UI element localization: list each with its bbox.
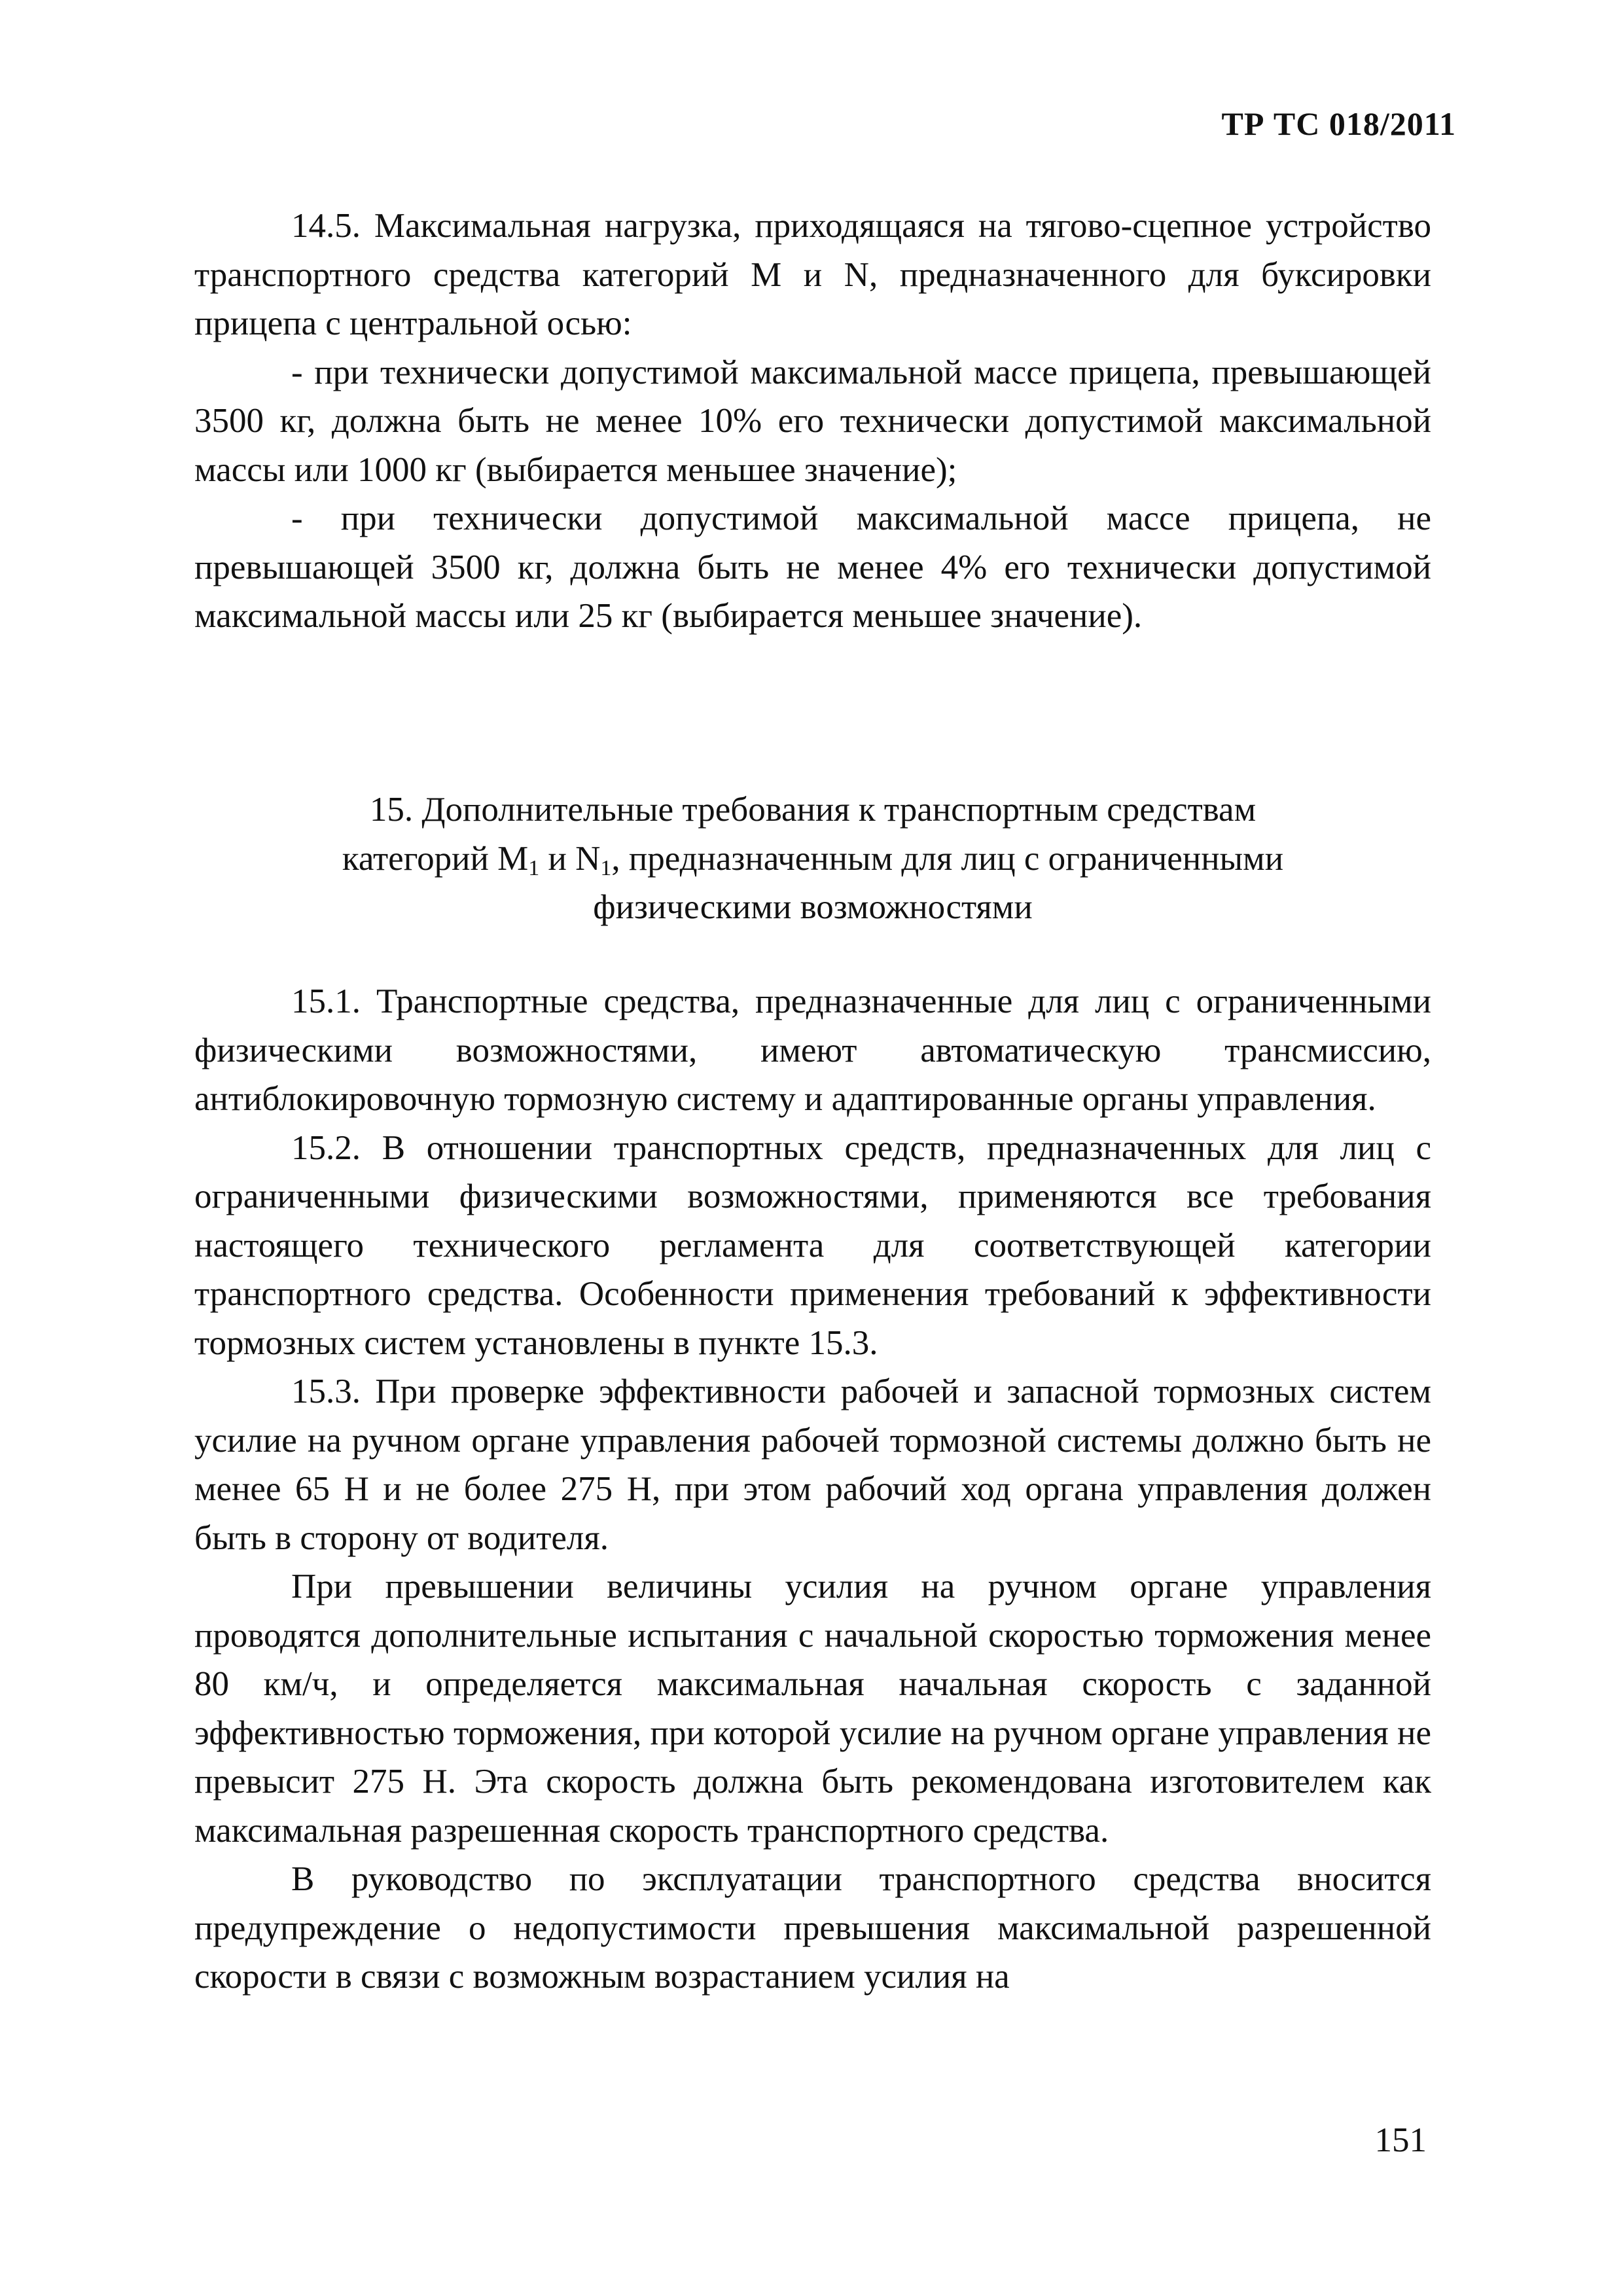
title-text-part: и N — [539, 839, 601, 878]
paragraph-14-5: 14.5. Максимальная нагрузка, приходящаяся на тягово-сцепное устройство транспортного средства категорий M и N, предназначенного для буксировки прицепа с центральной осью: — [194, 207, 1431, 342]
section-15-title-line1: 15. Дополнительные требования к транспортным средствам — [369, 791, 1257, 829]
paragraph-15-1: 15.1. Транспортные средства, предназначенные для лиц с ограниченными физическими возможностями, имеют автоматическую трансмиссию, антиблокировочную тормозную систему и адаптированные органы управления. — [194, 982, 1431, 1118]
title-text-part: , предназначенным для лиц с ограниченными — [611, 839, 1284, 878]
list-item-over-3500: - при технически допустимой максимальной массе прицепа, превышающей 3500 кг, должна быть не менее 10% его технически допустимой максимальной массы или 1000 кг (выбирается меньшее значение); — [194, 353, 1431, 489]
title-text-part: категорий M — [342, 839, 529, 878]
subscript-1: 1 — [528, 855, 540, 880]
section-15-title — [194, 785, 1431, 932]
paragraph-15-3-manual: В руководство по эксплуатации транспортного средства вносится предупреждение о недопустимости превышения максимальной разрешенной скорости в связи с возможным возрастанием усилия на — [194, 1860, 1431, 1996]
section-14-5-block — [194, 202, 1431, 641]
subscript-1: 1 — [600, 855, 612, 880]
paragraph-15-3-speed: При превышении величины усилия на ручном органе управления проводятся дополнительные испытания с начальной скоростью торможения менее 80 км/ч, и определяется максимальная начальная скорость с заданной эффективностью торможения, при которой усилие на ручном органе управления не превысит 275 Н. Эта скорость должна быть рекомендована изготовителем как максимальная разрешенная скорость транспортного средства. — [194, 1568, 1431, 1850]
paragraph-15-2: 15.2. В отношении транспортных средств, предназначенных для лиц с ограниченными физическими возможностями, применяются все требования настоящего технического регламента для соответствующей категории транспортного средства. Особенности применения требований к эффективности тормозных систем установлены в пункте 15.3. — [194, 1128, 1431, 1362]
page-number: 151 — [1374, 2121, 1427, 2159]
section-15-title-line2 — [194, 834, 1431, 884]
section-15-block — [194, 977, 1431, 2001]
paragraph-15-3: 15.3. При проверке эффективности рабочей и запасной тормозных систем усилие на ручном органе управления рабочей тормозной системы должно быть не менее 65 Н и не более 275 Н, при этом рабочий ход органа управления должен быть в сторону от водителя. — [194, 1372, 1431, 1557]
list-item-under-3500: - при технически допустимой максимальной массе прицепа, не превышающей 3500 кг, должна быть не менее 4% его технически допустимой максимальной массы или 25 кг (выбирается меньшее значение). — [194, 499, 1431, 635]
document-code-header: ТР ТС 018/2011 — [1221, 105, 1456, 142]
section-15-title-line3: физическими возможностями — [593, 888, 1033, 926]
